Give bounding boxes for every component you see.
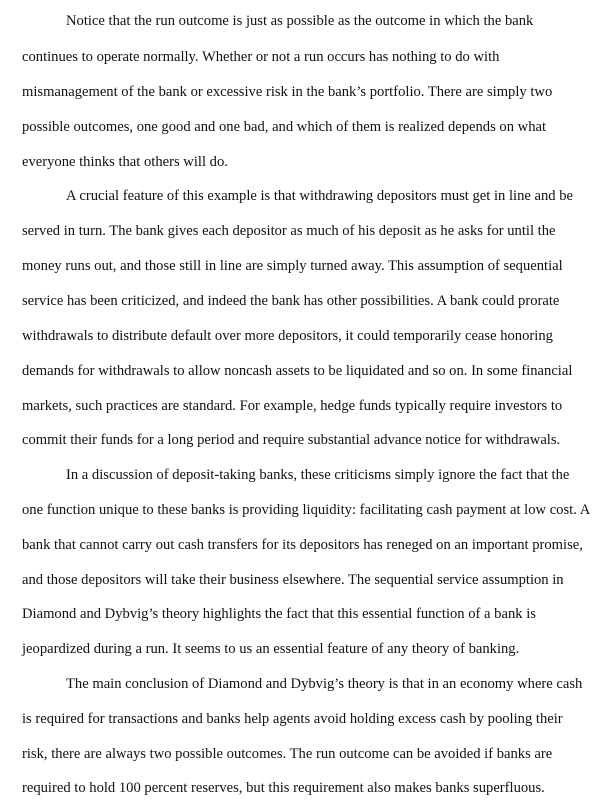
text-line: jeopardized during a run. It seems to us an essential feature of any theory of banking. — [22, 641, 520, 657]
text-line: In a discussion of deposit-taking banks, these criticisms simply ignore the fact that the — [66, 467, 570, 483]
text-line: everyone thinks that others will do. — [22, 154, 228, 170]
text-line: risk, there are always two possible outcomes. The run outcome can be avoided if banks are — [22, 746, 553, 762]
text-line: required to hold 100 percent reserves, but this requirement also makes banks superfluous. — [22, 780, 545, 796]
text-line: one function unique to these banks is providing liquidity: facilitating cash payment at low cost. A — [22, 502, 591, 518]
text-line: withdrawals to distribute default over more depositors, it could temporarily cease honoring — [22, 328, 553, 344]
text-line: A crucial feature of this example is that withdrawing depositors must get in line and be — [66, 188, 574, 204]
text-line: bank that cannot carry out cash transfers for its depositors has reneged on an important promise, — [22, 537, 583, 553]
text-line: service has been criticized, and indeed the bank has other possibilities. A bank could prorate — [22, 293, 560, 309]
text-line: served in turn. The bank gives each depositor as much of his deposit as he asks for until the — [22, 223, 556, 239]
text-line: markets, such practices are standard. For example, hedge funds typically require investors to — [22, 398, 563, 414]
text-line: Diamond and Dybvig’s theory highlights the fact that this essential function of a bank is — [22, 606, 536, 622]
text-line: demands for withdrawals to allow noncash assets to be liquidated and so on. In some financial — [22, 363, 573, 379]
text-line: Notice that the run outcome is just as possible as the outcome in which the bank — [66, 13, 534, 29]
text-line: and those depositors will take their business elsewhere. The sequential service assumption in — [22, 572, 564, 588]
text-line: mismanagement of the bank or excessive risk in the bank’s portfolio. There are simply two — [22, 84, 553, 100]
text-line: possible outcomes, one good and one bad, and which of them is realized depends on what — [22, 119, 547, 135]
text-line: The main conclusion of Diamond and Dybvig’s theory is that in an economy where cash — [66, 676, 583, 692]
text-line: continues to operate normally. Whether or not a run occurs has nothing to do with — [22, 49, 500, 65]
text-line: money runs out, and those still in line are simply turned away. This assumption of sequential — [22, 258, 563, 274]
text-line: is required for transactions and banks help agents avoid holding excess cash by pooling their — [22, 711, 563, 727]
text-line: commit their funds for a long period and require substantial advance notice for withdrawals. — [22, 432, 561, 448]
